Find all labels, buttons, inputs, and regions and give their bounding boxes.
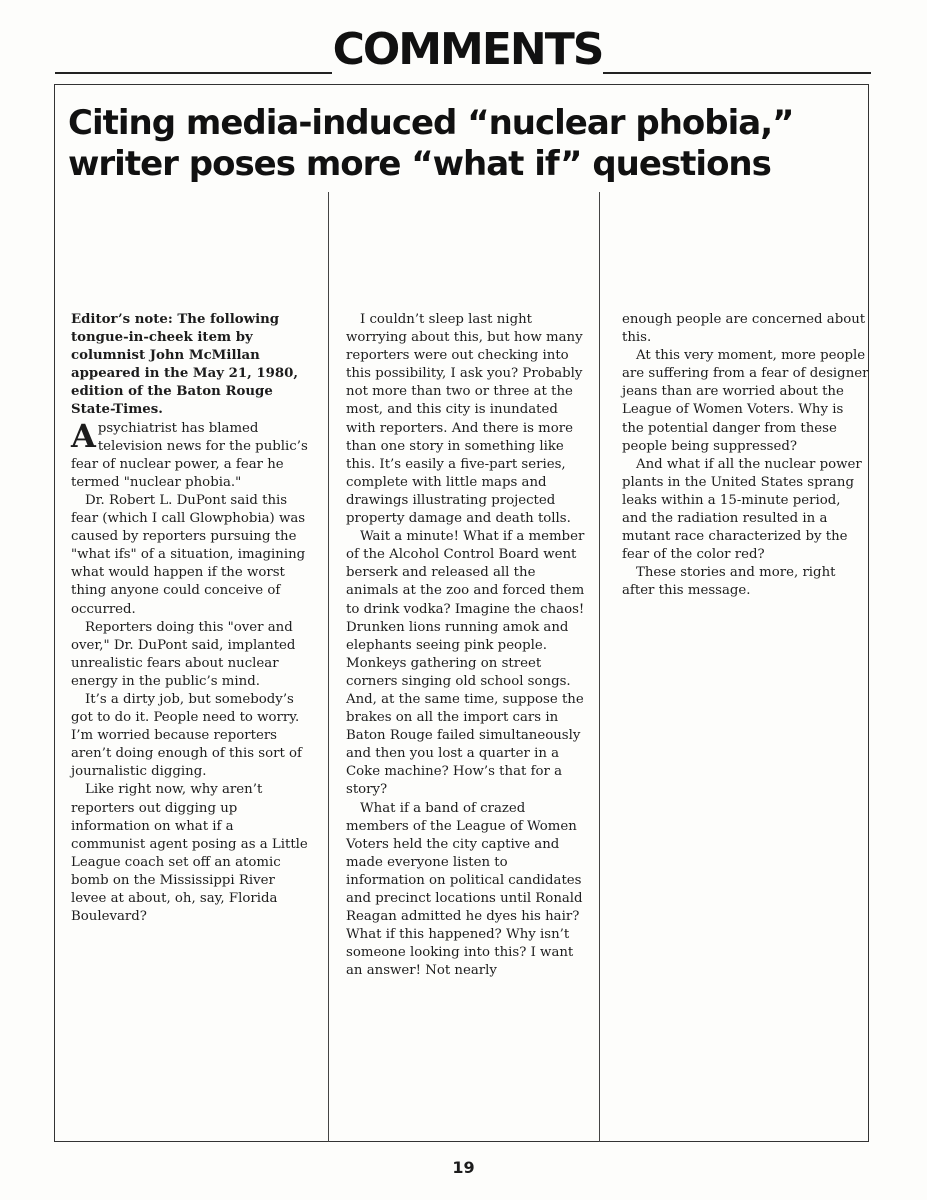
paragraph-text: psychiatrist has blamed television news for the public’s fear of nuclear power, a fear he termed "nuclear phobia." bbox=[71, 420, 308, 490]
masthead bbox=[0, 22, 927, 82]
drop-cap: A bbox=[71, 416, 96, 455]
article-column-1 bbox=[71, 311, 311, 926]
article-column-3 bbox=[622, 311, 869, 601]
paragraph: I couldn’t sleep last night worrying about this, but how many reporters were out checking into this possibility, I ask you? Probably not more than two or three at the most, and this city is inundated with reporters. And there is more than one story in something like this. It’s easily a five-part series, complete with little maps and drawings illustrating projected property damage and death tolls. bbox=[346, 312, 583, 527]
page-number: 19 bbox=[452, 1158, 475, 1177]
paragraph: At this very moment, more people are suffering from a fear of designer jeans than are worried about the League of Women Voters. Why is the potential danger from these people being suppressed? bbox=[622, 348, 869, 454]
paragraph: Like right now, why aren’t reporters out digging up information on what if a communist agent posing as a Little League coach set off an atomic bomb on the Mississippi River levee at about, oh, say, Florida Boulevard? bbox=[71, 782, 308, 925]
section-title: COMMENTS bbox=[332, 24, 603, 75]
paragraph: And what if all the nuclear power plants in the United States sprang leaks within a 15-minute period, and the radiation resulted in a mutant race characterized by the fear of the color red? bbox=[622, 456, 862, 563]
paragraph bbox=[71, 416, 311, 492]
article-column-2 bbox=[346, 311, 586, 980]
paragraph: Wait a minute! What if a member of the Alcohol Control Board went berserk and released all the animals at the zoo and forced them to drink vodka? Imagine the chaos! Drunken lions running amok and elephants seeing pink people. Monkeys gathering on street corners singing old school songs. And, at the same time, suppose the brakes on all the import cars in Baton Rouge failed simultaneously and then you lost a quarter in a Coke machine? How’s that for a story? bbox=[346, 529, 585, 798]
editors-note: Editor’s note: The following tongue-in-cheek item by columnist John McMillan appeared in the May 21, 1980, edition of the Baton Rouge State-Times. bbox=[71, 312, 299, 418]
paragraph: enough people are concerned about this. bbox=[622, 312, 866, 346]
article-headline: Citing media-induced “nuclear phobia,” writer poses more “what if” questions bbox=[68, 103, 794, 184]
paragraph: Reporters doing this "over and over," Dr. DuPont said, implanted unrealistic fears about nuclear energy in the public’s mind. bbox=[71, 619, 296, 689]
paragraph: These stories and more, right after this message. bbox=[622, 565, 836, 599]
column-divider-2 bbox=[599, 192, 600, 1142]
masthead-rule-left bbox=[55, 72, 332, 74]
paragraph: It’s a dirty job, but somebody’s got to do it. People need to worry. I’m worried because reporters aren’t doing enough of this sort of journalistic digging. bbox=[71, 691, 302, 780]
masthead-rule-right bbox=[603, 72, 871, 74]
column-divider-1 bbox=[328, 192, 329, 1142]
paragraph: What if a band of crazed members of the League of Women Voters held the city captive and made everyone listen to information on political candidates and precinct locations until Ronald Reagan admitted he dyes his hair? What if this happened? Why isn’t someone looking into this? I want an answer! Not nearly bbox=[346, 800, 583, 979]
paragraph: Dr. Robert L. DuPont said this fear (which I call Glowphobia) was caused by reporters pursuing the "what ifs" of a situation, imagining what would happen if the worst thing anyone could conceive of occurred. bbox=[71, 492, 306, 617]
